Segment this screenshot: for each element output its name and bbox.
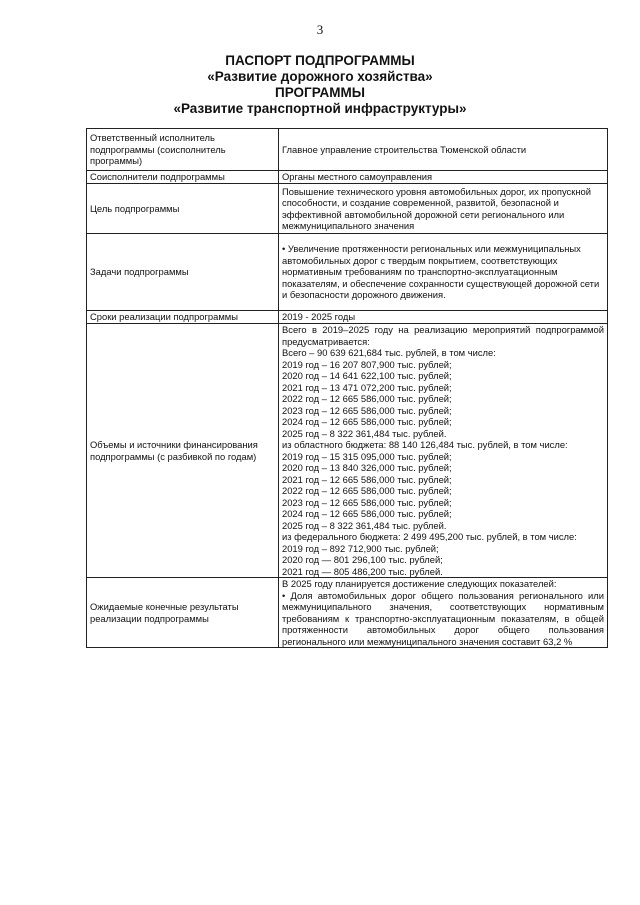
funding-label: Объемы и источники финансирования подпрограммы (с разбивкой по годам) [87,324,279,578]
row-responsible [87,129,608,171]
tasks-label: Задачи подпрограммы [87,234,279,311]
funding-total-year: 2025 год – 8 322 361,484 тыс. рублей. [282,427,447,439]
title-line-2: «Развитие дорожного хозяйства» [207,69,433,84]
funding-total-year: 2023 год – 12 665 586,000 тыс. рублей; [282,404,452,416]
goal-value: Повышение технического уровня автомобильных дорог, их пропускной способности, и создание современной, развитой, безопасной и эффективной автомобильной дорожной сети регионального или межмуниципального значения [279,184,608,234]
funding-regional-year: 2019 год – 15 315 095,000 тыс. рублей; [282,450,452,462]
funding-federal-year: 2020 год — 801 296,100 тыс. рублей; [282,554,443,565]
title-line-3: ПРОГРАММЫ [275,85,365,100]
funding-total-year: 2022 год – 12 665 586,000 тыс. рублей; [282,393,452,404]
responsible-label: Ответственный исполнитель подпрограммы (соисполнитель программы) [87,129,279,171]
responsible-value: Главное управление строительства Тюменской области [279,129,608,171]
funding-value [279,324,608,578]
funding-intro: Всего в 2019–2025 году на реализацию мероприятий подпрограммой предусматривается: [282,324,604,347]
goal-label: Цель подпрограммы [87,184,279,234]
results-text: • Доля автомобильных дорог общего пользования регионального или межмуниципального значения, соответствующих нормативным требованиям к транспортно-эксплуатационным показателям, в общей протяженности автомобильных дорог общего пользования регионального или межмуниципального значения составит 63,2 % [282,589,604,647]
funding-regional-year: 2024 год – 12 665 586,000 тыс. рублей; [282,508,452,519]
title-line-4: «Развитие транспортной инфраструктуры» [173,101,467,116]
funding-total-year: 2019 год – 16 207 807,900 тыс. рублей; [282,358,452,370]
funding-regional-year: 2022 год – 12 665 586,000 тыс. рублей; [282,485,452,496]
coexecutors-value: Органы местного самоуправления [279,171,608,184]
row-coexecutors [87,171,608,184]
tasks-value: • Увеличение протяженности региональных или межмуниципальных автомобильных дорог с твердым покрытием, соответствующих нормативным требованиям по транспортно-эксплуатационным показателям, и обеспечение сохранности существующей дорожной сети и безопасности дорожного движения. [279,234,608,311]
coexecutors-label: Соисполнители подпрограммы [87,171,279,184]
funding-total-year: 2024 год – 12 665 586,000 тыс. рублей; [282,416,452,427]
row-terms [87,311,608,324]
title-line-1: ПАСПОРТ ПОДПРОГРАММЫ [225,53,415,68]
row-funding [87,324,608,578]
results-intro: В 2025 году планируется достижение следующих показателей: [282,578,557,589]
terms-label: Сроки реализации подпрограммы [87,311,279,324]
funding-regional: из областного бюджета: 88 140 126,484 тыс. рублей, в том числе: [282,439,568,450]
funding-federal-year: 2021 год — 805 486,200 тыс. рублей. [282,565,443,577]
funding-regional-year: 2020 год – 13 840 326,000 тыс. рублей; [282,462,452,473]
funding-total-year: 2020 год – 14 641 622,100 тыс. рублей; [282,370,452,381]
funding-regional-year: 2025 год – 8 322 361,484 тыс. рублей. [282,519,447,531]
row-goal [87,184,608,234]
passport-table [86,128,608,648]
terms-value: 2019 - 2025 годы [279,311,608,324]
funding-total: Всего – 90 639 621,684 тыс. рублей, в том числе: [282,347,496,358]
results-label: Ожидаемые конечные результаты реализации подпрограммы [87,578,279,648]
funding-regional-year: 2021 год – 12 665 586,000 тыс. рублей; [282,473,452,485]
funding-total-year: 2021 год – 13 471 072,200 тыс. рублей; [282,381,452,393]
row-results [87,578,608,648]
results-value [279,578,608,648]
funding-regional-year: 2023 год – 12 665 586,000 тыс. рублей; [282,496,452,508]
funding-federal: из федерального бюджета: 2 499 495,200 тыс. рублей, в том числе: [282,531,577,542]
row-tasks [87,234,608,311]
funding-federal-year: 2019 год – 892 712,900 тыс. рублей; [282,542,439,554]
page-number: 3 [316,22,324,37]
document-title [0,53,640,117]
